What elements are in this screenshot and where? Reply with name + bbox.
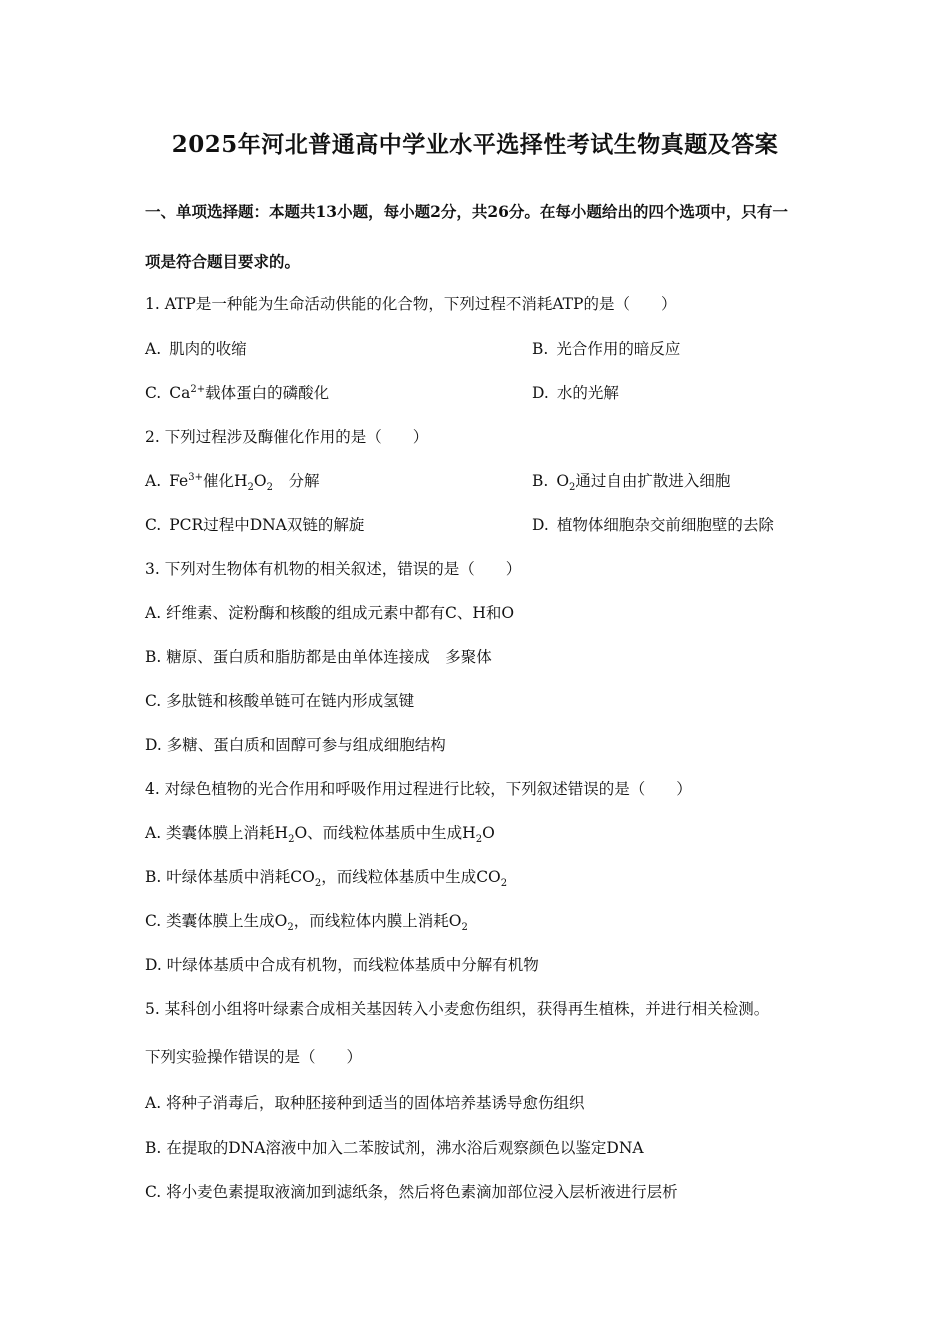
question-4-option-c: C. 类囊体膜上生成$O_2$，而线粒体内膜上消耗$O_2$ [145,912,468,934]
question-1-stem: 1. ATP是一种能为生命活动供能的化合物，下列过程不消耗ATP的是（ ） [145,295,677,313]
question-2-option-d: D. 植物体细胞杂交前细胞壁的去除 [532,516,774,534]
question-1-option-c: C. $Ca^{2+}$载体蛋白的磷酸化 [145,383,330,402]
question-2-option-c: C. PCR过程中DNA双链的解旋 [145,516,365,534]
question-5-option-a: A. 将种子消毒后，取种胚接种到适当的固体培养基诱导愈伤组织 [145,1094,585,1112]
section-heading-line-2: 项是符合题目要求的。 [145,252,301,271]
question-4-option-d: D. 叶绿体基质中合成有机物，而线粒体基质中分解有机物 [145,956,539,974]
question-5-stem-line-2: 下列实验操作错误的是（ ） [145,1048,363,1066]
question-3-option-d: D. 多糖、蛋白质和固醇可参与组成细胞结构 [145,736,446,754]
question-4-option-b: B. 叶绿体基质中消耗$CO_2$，而线粒体基质中生成$CO_2$ [145,868,508,890]
question-2-stem: 2. 下列过程涉及酶催化作用的是（ ） [145,428,429,446]
section-heading-line-1: 一、单项选择题：本题共13小题，每小题2分，共26分。在每小题给出的四个选项中，只有一 [145,202,788,221]
question-5-option-c: C. 将小麦色素提取液滴加到滤纸条，然后将色素滴加部位浸入层析液进行层析 [145,1183,678,1201]
question-5-stem-line-1: 5. 某科创小组将叶绿素合成相关基因转入小麦愈伤组织，获得再生植株，并进行相关检测。 [145,1000,770,1018]
question-1-option-d: D. 水的光解 [532,384,619,402]
question-4-option-a: A. 类囊体膜上消耗$H_2O$、而线粒体基质中生成$H_2O$ [145,824,495,846]
question-1-option-a: A. 肌肉的收缩 [145,340,247,358]
question-1-option-b: B. 光合作用的暗反应 [532,340,681,358]
question-2-option-a: A. $Fe^{3+}$催化$H_2O_2$ 分解 [145,471,320,494]
question-2-option-b: B. $O_2$通过自由扩散进入细胞 [532,472,731,494]
question-3-option-b: B. 糖原、蛋白质和脂肪都是由单体连接成 多聚体 [145,648,492,666]
page-title: 2025年河北普通高中学业水平选择性考试生物真题及答案 [171,131,779,158]
question-3-stem: 3. 下列对生物体有机物的相关叙述，错误的是（ ） [145,560,522,578]
question-5-option-b: B. 在提取的DNA溶液中加入二苯胺试剂，沸水浴后观察颜色以鉴定DNA [145,1139,644,1157]
question-3-option-c: C. 多肽链和核酸单链可在链内形成氢键 [145,692,415,710]
question-4-stem: 4. 对绿色植物的光合作用和呼吸作用过程进行比较，下列叙述错误的是（ ） [145,780,692,798]
question-3-option-a: A. 纤维素、淀粉酶和核酸的组成元素中都有C、H和O [145,604,515,622]
